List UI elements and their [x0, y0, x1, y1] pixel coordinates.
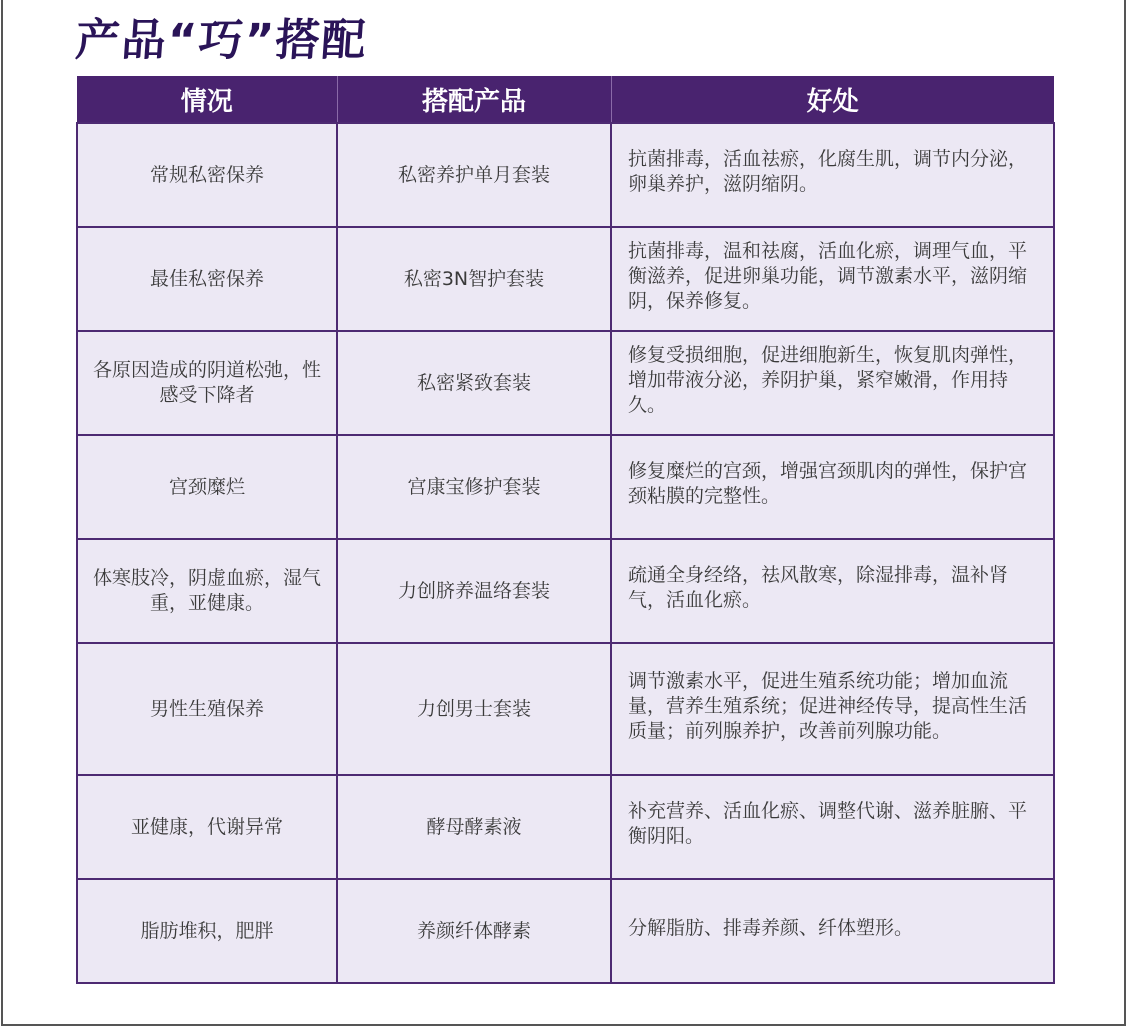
product-cell: 养颜纤体酵素 [337, 879, 611, 983]
table-row [77, 123, 1054, 227]
product-cell: 宫康宝修护套装 [337, 435, 611, 539]
situation-cell: 各原因造成的阴道松弛，性感受下降者 [77, 331, 337, 435]
benefit-cell: 分解脂肪、排毒养颜、纤体塑形。 [611, 879, 1054, 983]
header-product: 搭配产品 [337, 76, 611, 123]
header-benefit: 好处 [611, 76, 1054, 123]
product-cell: 力创脐养温络套装 [337, 539, 611, 643]
table-row [77, 435, 1054, 539]
situation-cell: 常规私密保养 [77, 123, 337, 227]
table-row [77, 331, 1054, 435]
situation-cell: 最佳私密保养 [77, 227, 337, 331]
table-row [77, 775, 1054, 879]
page-title: 产品“巧”搭配 [73, 15, 370, 66]
table-row [77, 643, 1054, 775]
benefit-cell: 疏通全身经络，祛风散寒，除湿排毒，温补肾气，活血化瘀。 [611, 539, 1054, 643]
table-row [77, 539, 1054, 643]
situation-cell: 亚健康，代谢异常 [77, 775, 337, 879]
benefit-cell: 抗菌排毒，温和祛腐，活血化瘀，调理气血，平衡滋养，促进卵巢功能，调节激素水平，滋阴缩阴，保养修复。 [611, 227, 1054, 331]
table-row [77, 227, 1054, 331]
situation-cell: 宫颈糜烂 [77, 435, 337, 539]
benefit-cell: 抗菌排毒，活血祛瘀，化腐生肌，调节内分泌，卵巢养护，滋阴缩阴。 [611, 123, 1054, 227]
benefit-cell: 修复受损细胞，促进细胞新生，恢复肌肉弹性，增加带液分泌，养阴护巢，紧窄嫩滑，作用持久。 [611, 331, 1054, 435]
table-row [77, 879, 1054, 983]
situation-cell: 脂肪堆积，肥胖 [77, 879, 337, 983]
pairing-table [76, 76, 1055, 984]
product-cell: 私密养护单月套装 [337, 123, 611, 227]
product-cell: 私密3N智护套装 [337, 227, 611, 331]
table-header-row [77, 76, 1054, 123]
situation-cell: 体寒肢冷，阴虚血瘀，湿气重，亚健康。 [77, 539, 337, 643]
benefit-cell: 补充营养、活血化瘀、调整代谢、滋养脏腑、平衡阴阳。 [611, 775, 1054, 879]
product-cell: 力创男士套装 [337, 643, 611, 775]
situation-cell: 男性生殖保养 [77, 643, 337, 775]
product-cell: 酵母酵素液 [337, 775, 611, 879]
header-situation: 情况 [77, 76, 337, 123]
product-cell: 私密紧致套装 [337, 331, 611, 435]
benefit-cell: 调节激素水平，促进生殖系统功能；增加血流量，营养生殖系统；促进神经传导，提高性生活质量；前列腺养护，改善前列腺功能。 [611, 643, 1054, 775]
benefit-cell: 修复糜烂的宫颈，增强宫颈肌肉的弹性，保护宫颈粘膜的完整性。 [611, 435, 1054, 539]
